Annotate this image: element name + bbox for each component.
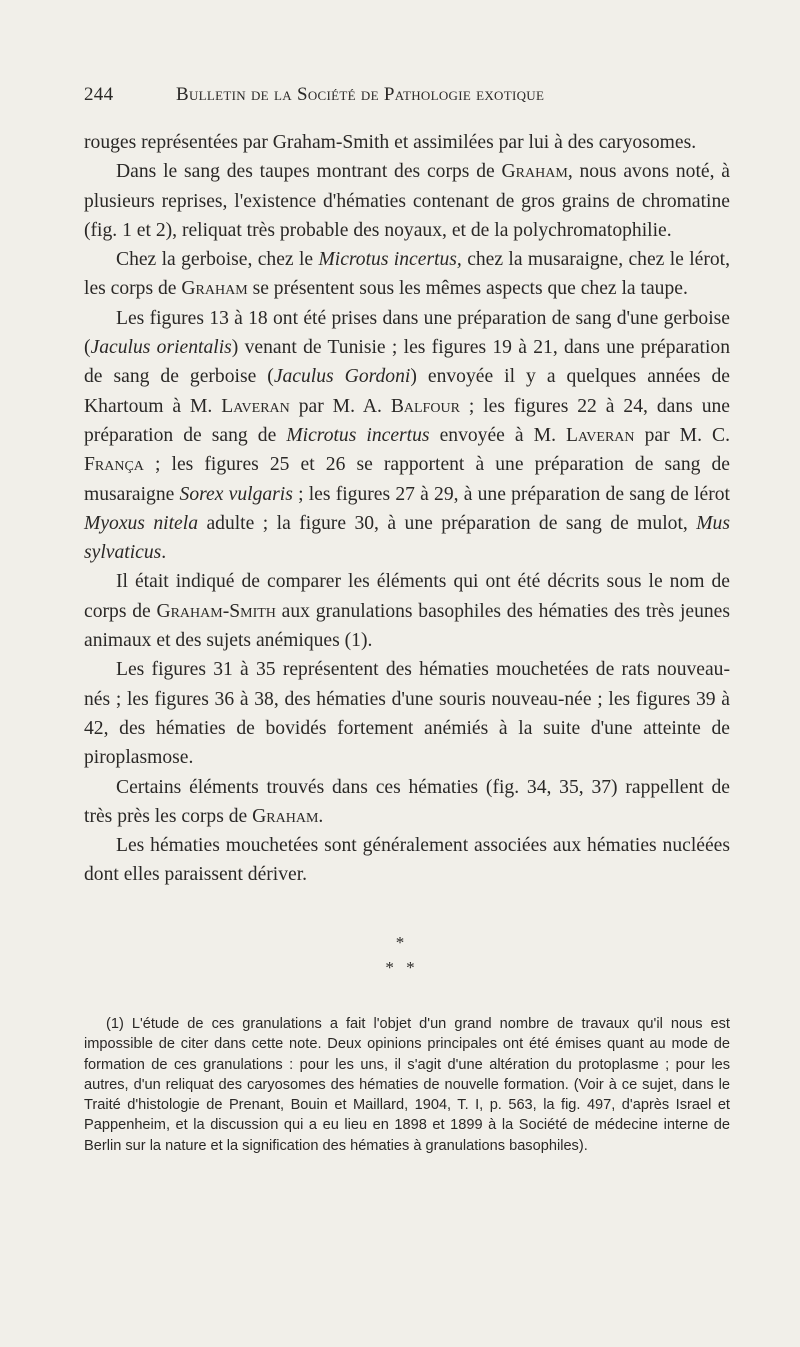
author-name: Graham-Smith [156, 600, 276, 622]
author-name: Graham [501, 161, 568, 183]
journal-title: Bulletin de la Société de Pathologie exotique [176, 84, 545, 105]
author-name: Graham [181, 278, 248, 300]
author-name: Balfour [390, 395, 460, 417]
section-ornament [0, 930, 800, 980]
paragraph-3: Chez la gerboise, chez le Microtus incertus, chez la musaraigne, chez le lérot, les corps de Graham se présentent sous les mêmes aspects que chez la taupe. [84, 249, 730, 300]
paragraph-4: Les figures 13 à 18 ont été prises dans une préparation de sang d'une gerboise (Jaculus orientalis) venant de Tunisie ; les figures 19 à 21, dans une préparation de sang de gerboise (Jaculus Gordoni) envoyée il y a quelques années de Khartoum à M. Laveran par M. A. Balfour ; les figures 22 à 24, dans une préparation de sang de Microtus incertus envoyée à M. Laveran par M. C. França ; les figures 25 et 26 se rapportent à une préparation de sang de musaraigne Sorex vulgaris ; les figures 27 à 29, à une préparation de sang de lérot Myoxus nitela adulte ; la figure 30, à une préparation de sang de mulot, Mus sylvaticus. [84, 307, 730, 564]
species-name: Jaculus orientalis [90, 337, 232, 359]
asterism-top: * [395, 933, 405, 952]
species-name: Mus sylvaticus [84, 512, 730, 564]
paragraph-6: Les figures 31 à 35 représentent des hématies mouchetées de rats nouveau-nés ; les figures 36 à 38, des hématies d'une souris nouveau-née ; les figures 39 à 42, des hématies de bovidés fortement anémiés à la suite d'une atteinte de piroplasmose. [84, 659, 730, 769]
species-name: Jaculus Gordoni [273, 366, 411, 388]
paragraph-2: Dans le sang des taupes montrant des corps de Graham, nous avons noté, à plusieurs reprises, l'existence d'hématies contenant de gros grains de chromatine (fig. 1 et 2), reliquat très probable des noyaux, et de la polychromatophilie. [84, 161, 730, 241]
species-name: Sorex vulgaris [179, 483, 293, 505]
asterism-bottom: * * [385, 958, 415, 977]
footnote: (1) L'étude de ces granulations a fait l'objet d'un grand nombre de travaux qu'il nous est impossible de citer dans cette note. Deux opinions principales ont été émises quant au mode de formation de ces granulations : pour les uns, il s'agit d'une altération du protoplasme ; pour les autres, d'un reliquat des caryosomes des hématies de nouvelle formation. (Voir à ce sujet, dans le Traité d'histologie de Prenant, Bouin et Maillard, 1904, T. I, p. 563, la fig. 497, d'après Israel et Pappenheim, et la discussion qui a eu lieu en 1898 et 1899 à la Société de médecine interne de Berlin sur la nature et la signification des hématies à granulations basophiles). [84, 1016, 730, 1154]
main-text [84, 128, 730, 890]
author-name: Laveran [221, 395, 290, 417]
page-number: 244 [84, 84, 114, 105]
paragraph-5: Il était indiqué de comparer les éléments qui ont été décrits sous le nom de corps de Graham-Smith aux granulations basophiles des hématies des très jeunes animaux et des sujets anémiques (1). [84, 571, 730, 652]
author-name: França [84, 454, 144, 476]
species-name: Microtus incertus, [318, 249, 462, 271]
paragraph-1: rouges représentées par Graham-Smith et assimilées par lui à des caryosomes. [84, 132, 697, 153]
paragraph-7: Certains éléments trouvés dans ces hématies (fig. 34, 35, 37) rappellent de très près les corps de Graham. [84, 776, 730, 827]
paragraph-8: Les hématies mouchetées sont généralement associées aux hématies nucléées dont elles paraissent dériver. [84, 835, 730, 886]
species-name: Myoxus nitela [84, 512, 198, 534]
species-name: Microtus incertus [286, 424, 430, 446]
author-name: Graham [252, 805, 319, 827]
author-name: Laveran [566, 424, 635, 446]
